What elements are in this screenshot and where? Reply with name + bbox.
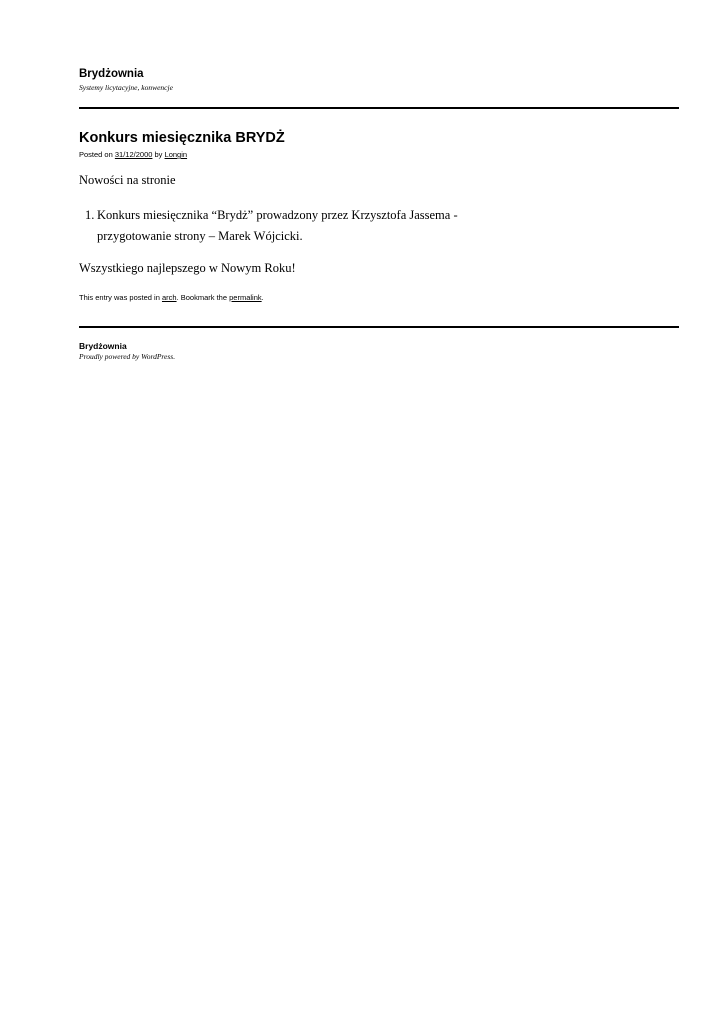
author-link[interactable]: Longin — [164, 150, 188, 159]
entry-title: Konkurs miesięcznika BRYDŻ — [79, 130, 285, 146]
footer-end-punctuation: . — [261, 293, 264, 302]
list-item — [79, 205, 497, 247]
entry-meta — [79, 150, 187, 160]
footer-credit-link[interactable]: Proudly powered by WordPress. — [79, 352, 176, 361]
news-list — [79, 205, 497, 247]
entry-footer — [79, 293, 264, 303]
permalink-link[interactable]: permalink — [229, 293, 262, 302]
site-description: Systemy licytacyjne, konwencje — [79, 83, 173, 92]
site-title-link[interactable]: Brydżownia — [79, 68, 144, 80]
bookmark-label: . Bookmark the — [176, 293, 228, 302]
footer-divider — [79, 326, 679, 328]
intro-paragraph: Nowości na stronie — [79, 173, 176, 187]
posted-in-label: This entry was posted in — [79, 293, 160, 302]
category-link[interactable]: arch — [161, 293, 177, 302]
list-item-number: 1. — [85, 208, 95, 222]
header-divider — [79, 107, 679, 109]
list-item-line-1: Konkurs miesięcznika “Brydż” prowadzony przez Krzysztofa Jassema - — [97, 208, 458, 222]
list-item-line-2: przygotowanie strony – Marek Wójcicki. — [97, 229, 303, 243]
closing-paragraph: Wszystkiego najlepszego w Nowym Roku! — [79, 261, 296, 275]
by-label: by — [154, 150, 163, 159]
posted-on-label: Posted on — [79, 150, 113, 159]
footer-site-title-link[interactable]: Brydżownia — [79, 341, 127, 351]
entry-date-link[interactable]: 31/12/2000 — [114, 150, 153, 159]
